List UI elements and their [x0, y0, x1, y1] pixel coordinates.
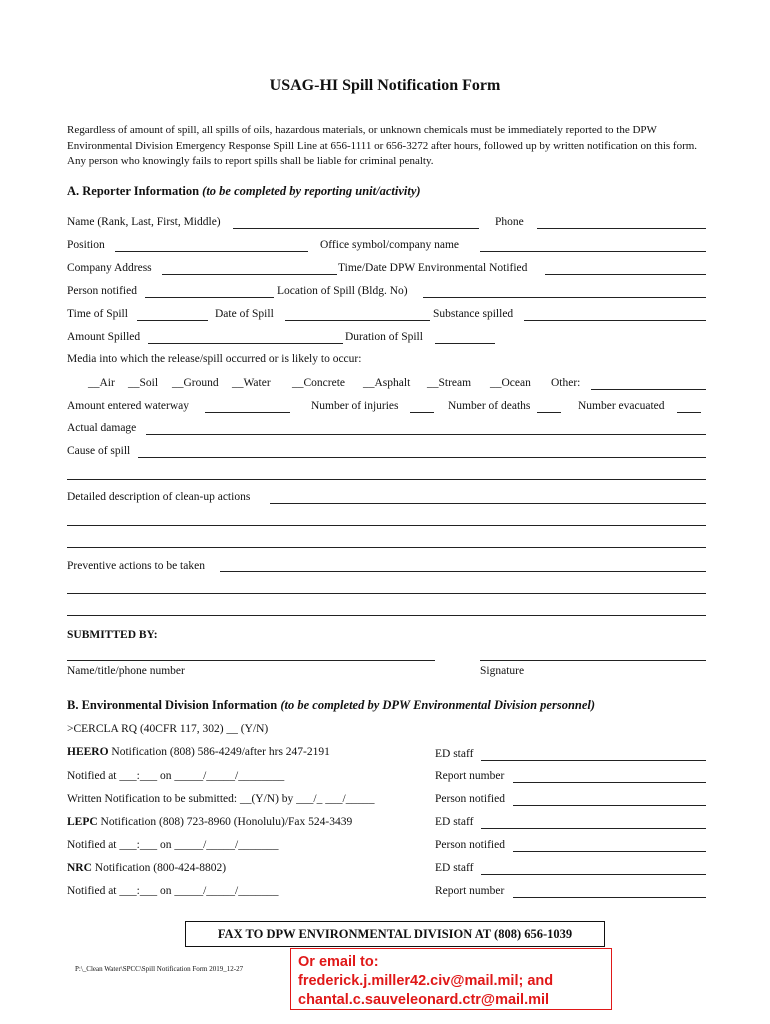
person-notified-label: Person notified: [67, 285, 137, 297]
section-a-heading: [67, 184, 421, 199]
time-spill-field[interactable]: [137, 320, 208, 321]
media-label: Media into which the release/spill occurred or is likely to occur:: [67, 353, 362, 365]
nrc-rest: Notification (800-424-8802): [91, 862, 227, 874]
cercla-line: >CERCLA RQ (40CFR 117, 302) __ (Y/N): [67, 723, 269, 735]
written-notification[interactable]: Written Notification to be submitted: __(Y/N) by ___/_ ___/_____: [67, 793, 375, 805]
person-notified-label-b2: Person notified: [435, 839, 505, 851]
location-field[interactable]: [423, 297, 706, 298]
injuries-field[interactable]: [410, 412, 434, 413]
media-ground[interactable]: __Ground: [172, 377, 219, 389]
lepc-bold: LEPC: [67, 816, 98, 828]
damage-label: Actual damage: [67, 422, 137, 434]
ed-staff-field-3[interactable]: [481, 874, 706, 875]
media-other-field[interactable]: [591, 389, 706, 390]
name-label: Name (Rank, Last, First, Middle): [67, 216, 221, 228]
section-a-note: (to be completed by reporting unit/activity): [202, 184, 421, 198]
company-address-field[interactable]: [162, 274, 337, 275]
media-soil[interactable]: __Soil: [128, 377, 159, 389]
form-title: USAG-HI Spill Notification Form: [269, 77, 501, 94]
duration-field[interactable]: [435, 343, 495, 344]
name-title-field[interactable]: [67, 660, 435, 661]
nrc-bold: NRC: [67, 862, 92, 874]
file-path-footer: P:\_Clean Water\SPCC\Spill Notification Form 2019_12-27: [75, 965, 244, 973]
waterway-label: Amount entered waterway: [67, 400, 189, 412]
preventive-field-line-2[interactable]: [67, 593, 706, 594]
notified-at-1[interactable]: Notified at ___:___ on _____/_____/________: [67, 770, 285, 782]
company-address-label: Company Address: [67, 262, 152, 274]
email-address-1[interactable]: frederick.j.miller42.civ@mail.mil; and: [298, 973, 554, 989]
report-number-field-2[interactable]: [513, 897, 706, 898]
signature-label: Signature: [480, 665, 525, 677]
person-notified-label-b: Person notified: [435, 793, 505, 805]
section-b-title: B. Environmental Division Information: [67, 698, 278, 712]
preventive-label: Preventive actions to be taken: [67, 560, 205, 572]
cleanup-field-line-2[interactable]: [67, 525, 706, 526]
media-concrete[interactable]: __Concrete: [292, 377, 346, 389]
phone-field[interactable]: [537, 228, 706, 229]
person-notified-field[interactable]: [145, 297, 274, 298]
email-intro: Or email to:: [298, 954, 379, 970]
notified-at-2[interactable]: Notified at ___:___ on _____/_____/_______: [67, 839, 279, 851]
lepc-line: [67, 815, 352, 829]
section-b-heading: [67, 698, 595, 713]
damage-field[interactable]: [146, 434, 706, 435]
deaths-field[interactable]: [537, 412, 561, 413]
deaths-label: Number of deaths: [448, 400, 531, 412]
position-field[interactable]: [115, 251, 308, 252]
ed-staff-label-2: ED staff: [435, 816, 474, 828]
heero-bold: HEERO: [67, 746, 109, 758]
phone-label: Phone: [495, 216, 524, 228]
cleanup-field[interactable]: [270, 503, 706, 504]
injuries-label: Number of injuries: [311, 400, 399, 412]
email-box: [290, 948, 612, 1010]
nrc-line: [67, 861, 226, 875]
ed-staff-label-3: ED staff: [435, 862, 474, 874]
fax-box: FAX TO DPW ENVIRONMENTAL DIVISION AT (808) 656-1039: [185, 921, 605, 947]
time-spill-label: Time of Spill: [67, 308, 128, 320]
media-air[interactable]: __Air: [88, 377, 115, 389]
report-number-label-2: Report number: [435, 885, 505, 897]
date-spill-field[interactable]: [285, 320, 430, 321]
signature-field[interactable]: [480, 660, 706, 661]
intro-paragraph: Regardless of amount of spill, all spills of oils, hazardous materials, or unknown chemicals must be immediately reported to the DPW Environmental Division Emergency Response Spill Line at 656-1111 or 656-3272 after hours, followed up by written notification on this form. Any person who knowingly fails to report spills shall be liable for criminal penalty.: [67, 124, 698, 167]
ed-staff-field-2[interactable]: [481, 828, 706, 829]
preventive-field[interactable]: [220, 571, 706, 572]
cause-label: Cause of spill: [67, 445, 131, 457]
ed-staff-field-1[interactable]: [481, 760, 706, 761]
substance-label: Substance spilled: [433, 308, 514, 320]
evacuated-field[interactable]: [677, 412, 701, 413]
section-a-title: A. Reporter Information: [67, 184, 200, 198]
waterway-field[interactable]: [205, 412, 290, 413]
duration-label: Duration of Spill: [345, 331, 423, 343]
media-ocean[interactable]: __Ocean: [490, 377, 531, 389]
name-title-label: Name/title/phone number: [67, 665, 185, 677]
media-water[interactable]: __Water: [232, 377, 271, 389]
cause-field-line-2[interactable]: [67, 479, 706, 480]
report-number-label-1: Report number: [435, 770, 505, 782]
amount-label: Amount Spilled: [67, 331, 141, 343]
media-other-label: Other:: [551, 377, 581, 389]
location-label: Location of Spill (Bldg. No): [277, 285, 408, 297]
section-b-note: (to be completed by DPW Environmental Division personnel): [280, 698, 596, 712]
media-asphalt[interactable]: __Asphalt: [363, 377, 411, 389]
date-spill-label: Date of Spill: [215, 308, 274, 320]
position-label: Position: [67, 239, 105, 251]
heero-rest: Notification (808) 586-4249/after hrs 247-2191: [108, 746, 330, 758]
cause-field[interactable]: [138, 457, 706, 458]
email-address-2[interactable]: chantal.c.sauveleonard.ctr@mail.mil: [298, 992, 550, 1008]
lepc-rest: Notification (808) 723-8960 (Honolulu)/Fax 524-3439: [97, 816, 353, 828]
office-field[interactable]: [480, 251, 706, 252]
evacuated-label: Number evacuated: [578, 400, 665, 412]
office-label: Office symbol/company name: [320, 239, 460, 251]
preventive-field-line-3[interactable]: [67, 615, 706, 616]
submitted-by-label: SUBMITTED BY:: [67, 629, 158, 641]
time-notified-label: Time/Date DPW Environmental Notified: [338, 262, 528, 274]
substance-field[interactable]: [524, 320, 706, 321]
notified-at-3[interactable]: Notified at ___:___ on _____/_____/_______: [67, 885, 279, 897]
heero-line: [67, 745, 330, 759]
cleanup-field-line-3[interactable]: [67, 547, 706, 548]
amount-field[interactable]: [148, 343, 343, 344]
person-notified-field-b2[interactable]: [513, 851, 706, 852]
report-number-field-1[interactable]: [513, 782, 706, 783]
ed-staff-label-1: ED staff: [435, 748, 474, 760]
name-field[interactable]: [233, 228, 479, 229]
time-notified-field[interactable]: [545, 274, 706, 275]
media-stream[interactable]: __Stream: [427, 377, 472, 389]
person-notified-field-b1[interactable]: [513, 805, 706, 806]
cleanup-label: Detailed description of clean-up actions: [67, 491, 251, 503]
